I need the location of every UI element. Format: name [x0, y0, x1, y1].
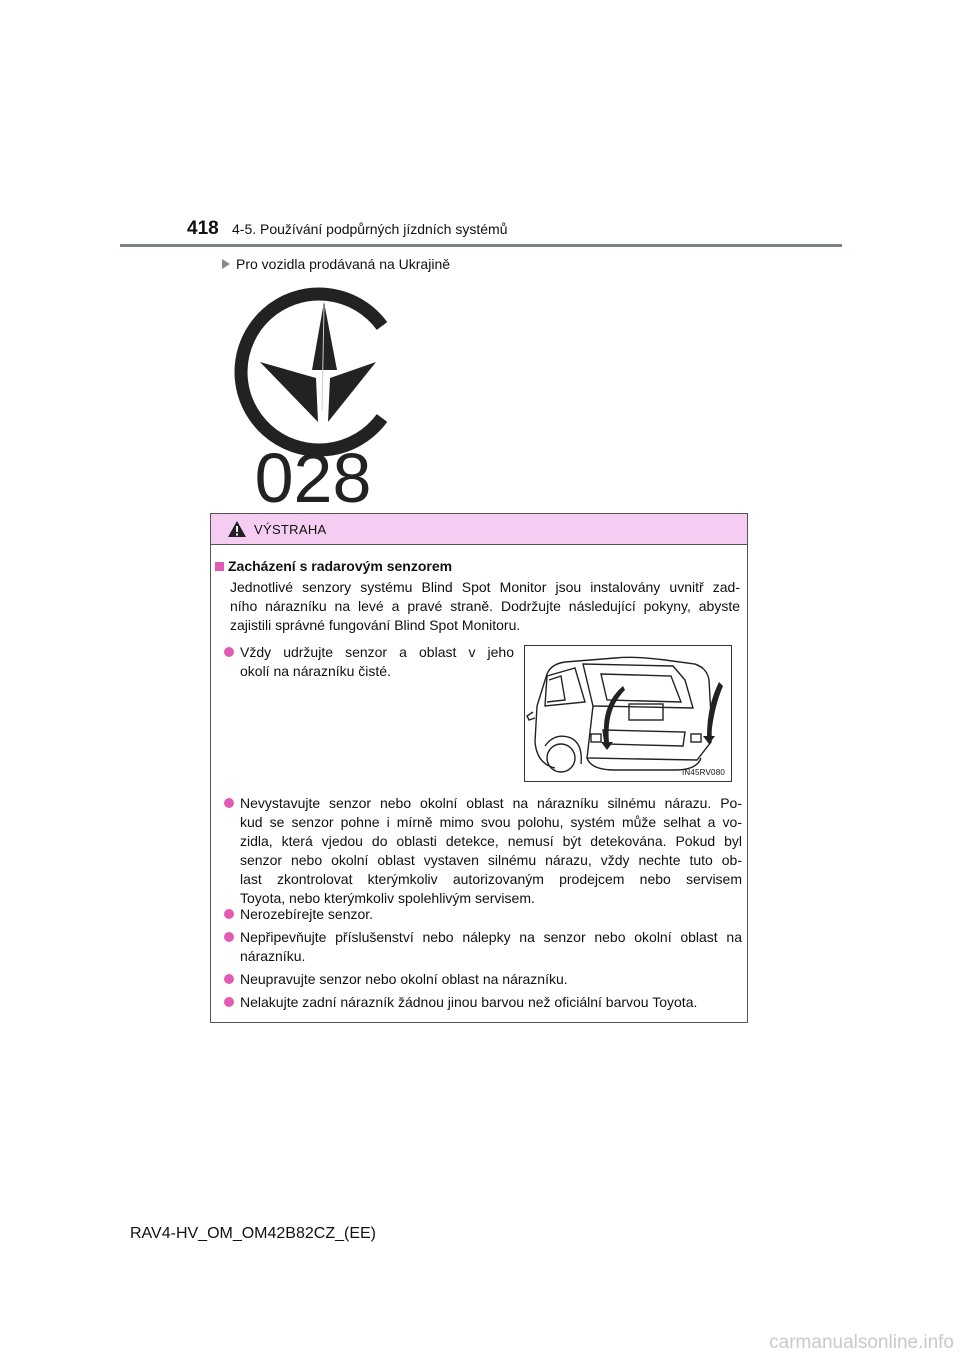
chapter-title: 4-5. Používání podpůrných jízdních systémů: [232, 221, 508, 237]
warning-header: [211, 514, 747, 545]
warning-triangle-icon: [228, 521, 246, 537]
car-rear-figure: [524, 645, 732, 782]
bullet-no-accessories: Nepřipevňujte příslušenství nebo nálepky na senzor nebo okolní oblast na nárazníku.: [224, 928, 742, 966]
bullet-no-modification: Neupravujte senzor nebo okolní oblast na nárazníku.: [224, 970, 742, 989]
bullet-no-disassembly: Nerozebírejte senzor.: [224, 905, 742, 924]
figure-code: IN45RV080: [681, 768, 725, 777]
bullet-dot-icon: [224, 997, 234, 1007]
bullet-dot-icon: [224, 647, 234, 657]
bullet-dot-icon: [224, 974, 234, 984]
bullet-no-impact: Nevystavujte senzor nebo okolní oblast na nárazníku silnému nárazu. Po- kud se senzor pohne i mírně mimo svou polohu, systém může selhat a vo- zidla, která vjedou do oblasti detekce, nemusí být detekována. Pokud byl senzor nebo okolní oblast vystaven silnému nárazu, vždy nechte tuto ob- last zkontrolovat kterýmkoliv autorizovaným prodejcem nebo servisem Toyota, nebo kterýmkoliv spolehlivým servisem.: [224, 794, 742, 908]
bullet-dot-icon: [224, 909, 234, 919]
market-note: [222, 256, 450, 272]
certification-code: 028: [254, 439, 372, 510]
section-title-text: Zacházení s radarovým senzorem: [228, 558, 453, 574]
bullet-keep-clean: Vždy udržujte senzor a oblast v jeho okolí na nárazníku čisté.: [224, 643, 514, 681]
watermark: carmanualsonline.info: [769, 1332, 954, 1353]
intro-paragraph: Jednotlivé senzory systému Blind Spot Monitor jsou instalovány uvnitř zad- ního nárazníku na levé a pravé straně. Dodržujte následující pokyny, abyste zajistili správné fungování Blind Spot Monitoru.: [230, 579, 740, 633]
warning-box: [210, 513, 748, 1023]
header-rule: [120, 244, 842, 247]
section-title: [215, 558, 452, 574]
bullet-dot-icon: [224, 798, 234, 808]
warning-label: VÝSTRAHA: [254, 521, 327, 537]
triangle-right-icon: [222, 259, 230, 269]
document-code: RAV4-HV_OM_OM42B82CZ_(EE): [130, 1225, 376, 1242]
bullet-no-repaint: Nelakujte zadní nárazník žádnou jinou barvou než oficiální barvou Toyota.: [224, 993, 742, 1012]
ukrsepro-certification-mark: [226, 280, 396, 510]
square-bullet-icon: [215, 562, 224, 571]
market-note-text: Pro vozidla prodávaná na Ukrajině: [236, 256, 451, 272]
car-rear-illustration: [525, 646, 731, 781]
page-number: 418: [187, 218, 219, 239]
bullet-dot-icon: [224, 932, 234, 942]
